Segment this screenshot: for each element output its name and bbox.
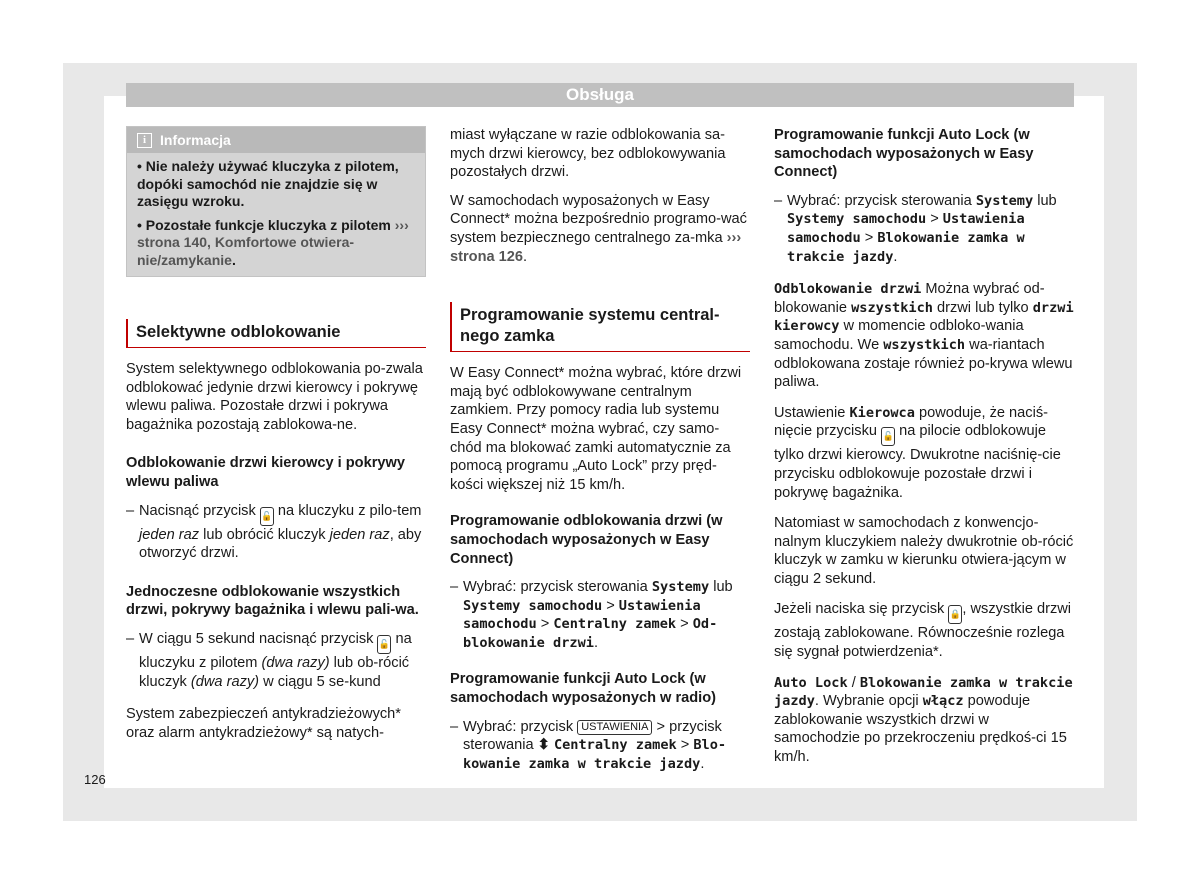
punctuation: . xyxy=(593,634,599,651)
text: Wybrać: przycisk xyxy=(463,718,574,735)
paragraph: miast wyłączane w razie odblokowania sa-mych drzwi kierowcy, bez odblokowywania pozostałych drzwi. xyxy=(450,127,726,181)
section-title: Selektywne odblokowanie xyxy=(126,319,426,348)
dash-bullet: – xyxy=(450,718,459,735)
text: W samochodach wyposażonych w Easy Connect* można bezpośrednio programo-wać system bezpiecznego centralnego za-mka xyxy=(450,192,747,246)
subheading: Programowanie funkcji Auto Lock (w samochodach wyposażonych w Easy Connect) xyxy=(774,127,1034,181)
step-text xyxy=(139,630,426,691)
menu-term: Kierowca xyxy=(849,404,915,421)
menu-term: Centralny zamek xyxy=(553,737,677,754)
text: na kluczyku z pilo-tem xyxy=(277,502,422,519)
list-item xyxy=(774,192,1074,266)
list-item xyxy=(450,578,750,652)
key-lock-icon: 🔒 xyxy=(948,605,962,624)
punctuation: . xyxy=(523,248,528,265)
paragraph: System selektywnego odblokowania po-zwala odblokować jedynie drzwi kierowcy i pokrywę wlewu paliwa. Pozostałe drzwi i pokrywa bagażnika pozostają zablokowa-ne. xyxy=(126,361,423,433)
chapter-header: Obsługa xyxy=(126,83,1074,107)
menu-term: Blo-kowanie zamka w trakcie jazdy xyxy=(463,737,727,772)
column-right xyxy=(774,126,1074,777)
page-reference-link[interactable]: ››› strona 126 xyxy=(450,229,742,265)
list-item xyxy=(450,718,750,774)
punctuation: . xyxy=(231,251,236,268)
menu-term: wszystkich xyxy=(883,336,966,353)
emphasis: jeden raz xyxy=(329,526,390,543)
separator: > xyxy=(606,597,615,614)
paragraph: System zabezpieczeń antykradzieżowych* oraz alarm antykradzieżowy* są natych- xyxy=(126,706,401,741)
text: powoduje, że naciś-nięcie przycisku xyxy=(774,404,1048,440)
punctuation: . xyxy=(893,248,898,265)
text: . Wybranie opcji xyxy=(814,693,919,710)
text: na kluczyku z pilotem xyxy=(139,630,412,671)
menu-term: Systemy samochodu xyxy=(787,211,927,228)
menu-term: Ustawienia samochodu xyxy=(787,211,1025,246)
subheading: Jednoczesne odblokowanie wszystkich drzwi, pokrywy bagażnika i wlewu pali-wa. xyxy=(126,583,419,619)
separator: / xyxy=(851,674,856,691)
menu-term: Od-blokowanie drzwi xyxy=(463,616,718,651)
dash-bullet: – xyxy=(450,579,459,596)
text: > przycisk sterowania xyxy=(463,718,722,754)
info-box-header xyxy=(127,127,425,153)
menu-term: Centralny zamek xyxy=(553,616,677,633)
text: Nacisnąć przycisk xyxy=(139,502,256,519)
emphasis: (dwa razy) xyxy=(190,673,260,690)
text: lub ob-rócić kluczyk xyxy=(139,654,410,690)
info-box-body xyxy=(127,153,425,276)
text: W ciągu 5 sekund nacisnąć przycisk xyxy=(139,630,374,647)
emphasis: (dwa razy) xyxy=(261,654,330,671)
menu-term: wszystkich xyxy=(851,299,933,316)
text: Wybrać: przycisk sterowania xyxy=(463,579,648,596)
page-number: 126 xyxy=(84,772,106,787)
paragraph xyxy=(774,404,1074,502)
menu-term: Systemy samochodu xyxy=(463,597,603,614)
menu-term: Blokowanie zamka w trakcie jazdy xyxy=(787,229,1025,265)
menu-term: Odblokowanie drzwi xyxy=(774,281,922,298)
paragraph xyxy=(450,192,750,266)
info-box xyxy=(126,126,426,277)
text: powoduje zablokowanie wszystkich drzwi w samochodzie po przekroczeniu prędkoś-ci 15 km/h. xyxy=(774,693,1067,766)
text: Można wybrać od-blokowanie xyxy=(774,281,1045,316)
separator: > xyxy=(864,229,874,246)
info-bullet xyxy=(137,217,417,270)
step-text xyxy=(463,578,750,652)
section-title: Programowanie systemu central-nego zamka xyxy=(450,302,750,352)
subheading: Odblokowanie drzwi kierowcy i pokrywy wlewu paliwa xyxy=(126,455,405,490)
paragraph: W Easy Connect* można wybrać, które drzwi mają być odblokowywane centralnym zamkiem. Przy pomocy radia lub systemu Easy Connect* można wybrać, czy samo-chód ma blokować zamki automatycznie za pomocą programu „Auto Lock” przy pręd-kości większej niż 15 km/h. xyxy=(450,365,742,493)
text: lub obrócić kluczyk xyxy=(203,526,326,543)
text: , wszystkie drzwi zostają zablokowane. Równocześnie rozlega się sygnał potwierdzenia*. xyxy=(774,601,1072,661)
step-text xyxy=(787,192,1074,266)
separator: > xyxy=(540,616,550,633)
text: Ustawienie xyxy=(774,404,846,421)
paragraph xyxy=(774,674,1074,767)
text: Jeżeli naciska się przycisk xyxy=(774,601,945,618)
separator: > xyxy=(680,737,690,754)
text: w momencie odbloko-wania samochodu. We xyxy=(774,318,1024,353)
paragraph: Natomiast w samochodach z konwencjo-nalnym kluczykiem należy dwukrotnie ob-rócić kluczyk w zamku w kierunku otwiera-jącym w ciągu 2 sekund. xyxy=(774,515,1074,587)
separator: > xyxy=(930,211,939,228)
text: , aby otworzyć drzwi. xyxy=(139,526,422,562)
text: w ciągu 5 se-kund xyxy=(263,673,381,690)
list-item xyxy=(126,502,426,563)
paragraph xyxy=(774,280,1074,392)
info-bullet: • Nie należy używać kluczyka z pilotem, dopóki samochód nie znajdzie się w zasięgu wzroku. xyxy=(137,158,399,209)
step-text xyxy=(139,502,426,563)
text: na pilocie odblokowuje tylko drzwi kierowcy. Dwukrotne naciśnię-cie przycisku odblokowuje pozostałe drzwi i pokrywę bagażnika. xyxy=(774,423,1061,501)
column-middle xyxy=(450,126,750,783)
key-unlock-icon: 🔓 xyxy=(881,427,895,446)
text: wa-riantach odblokowana zostaje również po-krywa wlewu paliwa. xyxy=(774,336,1073,391)
paragraph xyxy=(774,600,1074,661)
menu-term: Blokowanie zamka w trakcie jazdy xyxy=(774,674,1073,710)
key-unlock-icon: 🔓 xyxy=(377,635,391,654)
up-down-arrow-icon: ⬍ xyxy=(537,737,550,754)
key-unlock-icon: 🔓 xyxy=(260,507,274,526)
info-icon: i xyxy=(137,133,152,148)
punctuation: . xyxy=(700,755,705,772)
settings-button-label: USTAWIENIA xyxy=(577,720,652,735)
info-box-title: Informacja xyxy=(160,132,231,148)
text: Wybrać: przycisk sterowania xyxy=(787,192,972,209)
step-text xyxy=(463,718,750,774)
emphasis: jeden raz xyxy=(139,526,200,543)
menu-term: drzwi kierowcy xyxy=(774,299,1074,335)
dash-bullet: – xyxy=(126,630,135,647)
menu-term: Auto Lock xyxy=(774,674,848,691)
subheading: Programowanie funkcji Auto Lock (w samochodach wyposażonych w radio) xyxy=(450,671,716,707)
info-bullet-text: • Pozostałe funkcje kluczyka z pilotem xyxy=(137,216,391,233)
column-left xyxy=(126,126,426,752)
dash-bullet: – xyxy=(126,502,135,519)
menu-term: Ustawienia samochodu xyxy=(463,597,701,633)
text: lub xyxy=(713,579,733,596)
menu-term: włącz xyxy=(922,693,964,710)
text: drzwi lub tylko xyxy=(937,299,1029,316)
menu-term: Systemy xyxy=(975,192,1034,209)
separator: > xyxy=(680,616,689,633)
dash-bullet: – xyxy=(774,192,783,209)
text: lub xyxy=(1037,192,1057,209)
page-reference-link[interactable]: ››› strona 140, Komfortowe otwiera-nie/zamykanie xyxy=(137,216,409,268)
menu-term: Systemy xyxy=(651,579,710,596)
list-item xyxy=(126,630,426,691)
subheading: Programowanie odblokowania drzwi (w samochodach wyposażonych w Easy Connect) xyxy=(450,513,723,567)
